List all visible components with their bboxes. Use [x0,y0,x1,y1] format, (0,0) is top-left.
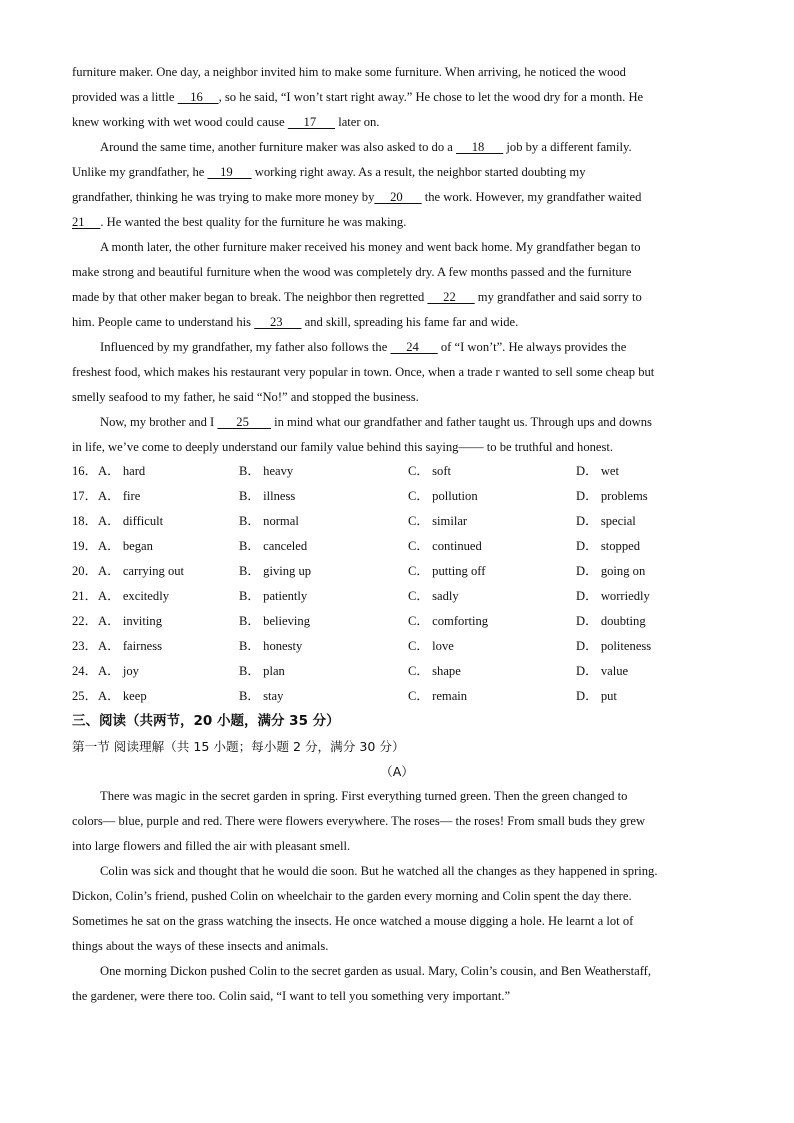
cloze-text: knew working with wet wood could cause [72,115,288,129]
cloze-text: A month later, the other furniture maker received his money and went back home. My grandfather began to [100,240,641,254]
section-title: 三、阅读（共两节，20 小题，满分 35 分） [72,713,340,729]
option-row [72,609,732,634]
question-number: 24． [72,664,98,678]
cloze-line [100,335,724,360]
cloze-line [72,285,724,310]
option-c: C． pollution [408,489,478,503]
option-c: C． remain [408,689,468,703]
option-c: C． love [408,639,454,653]
reading-line: the gardener, were there too. Colin said, “I want to tell you something very important.” [72,989,511,1003]
option-b: B． giving up [239,564,312,578]
option-row [72,484,732,509]
reading-line: things about the ways of these insects and animals. [72,939,329,953]
passage-label: （A） [380,764,414,779]
answer-blank: 25 [217,415,271,429]
reading-line: There was magic in the secret garden in spring. First everything turned green. Then the green changed to [100,789,628,803]
option-d: D． worriedly [576,589,650,603]
cloze-text: later on. [335,115,380,129]
cloze-text: the work. However, my grandfather waited [421,190,642,204]
option-b: B． plan [239,664,285,678]
cloze-line [72,435,724,460]
option-row [72,684,732,709]
option-d: D． problems [576,489,648,503]
option-b: B． patiently [239,589,308,603]
option-c: C． sadly [408,589,459,603]
option-c: C． continued [408,539,482,553]
option-a: A． joy [98,664,139,678]
option-a: A． hard [98,464,146,478]
question-number: 16． [72,464,98,478]
option-a: A． fairness [98,639,163,653]
option-d: D． doubting [576,614,646,628]
reading-line: Sometimes he sat on the grass watching the insects. He once watched a mouse digging a hole. He learnt a lot of [72,914,634,928]
reading-line: One morning Dickon pushed Colin to the secret garden as usual. Mary, Colin’s cousin, and Ben Weatherstaff, [100,964,652,978]
cloze-text: Unlike my grandfather, he [72,165,208,179]
option-d: D． value [576,664,629,678]
cloze-text: make strong and beautiful furniture when the wood was completely dry. A few months passed and the furniture [72,265,632,279]
option-a: A． excitedly [98,589,169,603]
cloze-line [100,410,724,435]
option-b: B． honesty [239,639,303,653]
option-b: B． normal [239,514,299,528]
cloze-text: made by that other maker began to break. The neighbor then regretted [72,290,428,304]
cloze-line [72,260,724,285]
option-row [72,659,732,684]
option-d: D． put [576,689,617,703]
answer-blank: 16 [177,90,219,104]
reading-line: colors— blue, purple and red. There were flowers everywhere. The roses— the roses! From small buds they grew [72,814,646,828]
question-number: 25． [72,689,98,703]
cloze-text: . He wanted the best quality for the furniture he was making. [100,215,407,229]
option-a: A． fire [98,489,141,503]
answer-blank: 22 [427,290,475,304]
answer-blank: 24 [390,340,438,354]
option-d: D． going on [576,564,646,578]
question-number: 21． [72,589,98,603]
cloze-text: in mind what our grandfather and father taught us. Through ups and downs [270,415,652,429]
cloze-line [72,310,724,335]
option-a: A． keep [98,689,147,703]
option-b: B． stay [239,689,284,703]
cloze-text: , so he said, “I won’t start right away.” He chose to let the wood dry for a month. He [218,90,644,104]
reading-line: Colin was sick and thought that he would die soon. But he watched all the changes as they happened in spring. [100,864,658,878]
cloze-line [72,110,724,135]
answer-blank: 20 [374,190,422,204]
cloze-line [72,60,724,85]
reading-line: Dickon, Colin’s friend, pushed Colin on wheelchair to the garden every morning and Colin spent the day there. [72,889,632,903]
answer-blank: 23 [254,315,302,329]
option-b: B． illness [239,489,296,503]
option-b: B． canceled [239,539,308,553]
option-row [72,534,732,559]
cloze-text: grandfather, thinking he was trying to make more money by [72,190,375,204]
question-number: 22． [72,614,98,628]
cloze-line [72,385,724,410]
question-number: 17． [72,489,98,503]
option-c: C． soft [408,464,452,478]
option-a: A． carrying out [98,564,185,578]
option-a: A． inviting [98,614,163,628]
cloze-text: furniture maker. One day, a neighbor invited him to make some furniture. When arriving, he noticed the wood [72,65,626,79]
question-number: 23． [72,639,98,653]
question-number: 19． [72,539,98,553]
cloze-line [72,85,724,110]
option-row [72,509,732,534]
cloze-line [100,235,724,260]
cloze-text: my grandfather and said sorry to [474,290,642,304]
cloze-text: and skill, spreading his fame far and wide. [301,315,519,329]
option-d: D． special [576,514,636,528]
option-a: A． difficult [98,514,164,528]
subsection-title: 第一节 阅读理解（共 15 小题；每小题 2 分，满分 30 分） [72,739,405,754]
cloze-line [72,160,724,185]
cloze-text: him. People came to understand his [72,315,255,329]
option-d: D． stopped [576,539,641,553]
option-row [72,459,732,484]
question-number: 18． [72,514,98,528]
option-c: C． putting off [408,564,486,578]
option-row [72,634,732,659]
option-c: C． shape [408,664,461,678]
option-a: A． began [98,539,153,553]
option-d: D． politeness [576,639,652,653]
cloze-text: of “I won’t”. He always provides the [437,340,627,354]
option-c: C． comforting [408,614,489,628]
option-row [72,584,732,609]
cloze-line [72,210,724,235]
option-b: B． heavy [239,464,294,478]
answer-blank: 19 [207,165,252,179]
cloze-line [72,360,724,385]
option-c: C． similar [408,514,468,528]
option-b: B． believing [239,614,311,628]
answer-blank: 21 [72,215,101,229]
cloze-text: working right away. As a result, the neighbor started doubting my [251,165,586,179]
cloze-line [100,135,724,160]
reading-line: into large flowers and filled the air with pleasant smell. [72,839,351,853]
cloze-text: freshest food, which makes his restaurant very popular in town. Once, when a trade r wanted to sell some cheap but [72,365,655,379]
cloze-text: provided was a little [72,90,178,104]
option-d: D． wet [576,464,620,478]
cloze-text: Influenced by my grandfather, my father also follows the [100,340,391,354]
cloze-text: in life, we’ve come to deeply understand our family value behind this saying—— to be truthful and honest. [72,440,614,454]
cloze-text: smelly seafood to my father, he said “No!” and stopped the business. [72,390,419,404]
cloze-text: job by a different family. [503,140,632,154]
cloze-text: Now, my brother and I [100,415,218,429]
answer-blank: 17 [287,115,336,129]
cloze-text: Around the same time, another furniture maker was also asked to do a [100,140,457,154]
option-row [72,559,732,584]
answer-blank: 18 [456,140,504,154]
cloze-line [72,185,724,210]
question-number: 20． [72,564,98,578]
